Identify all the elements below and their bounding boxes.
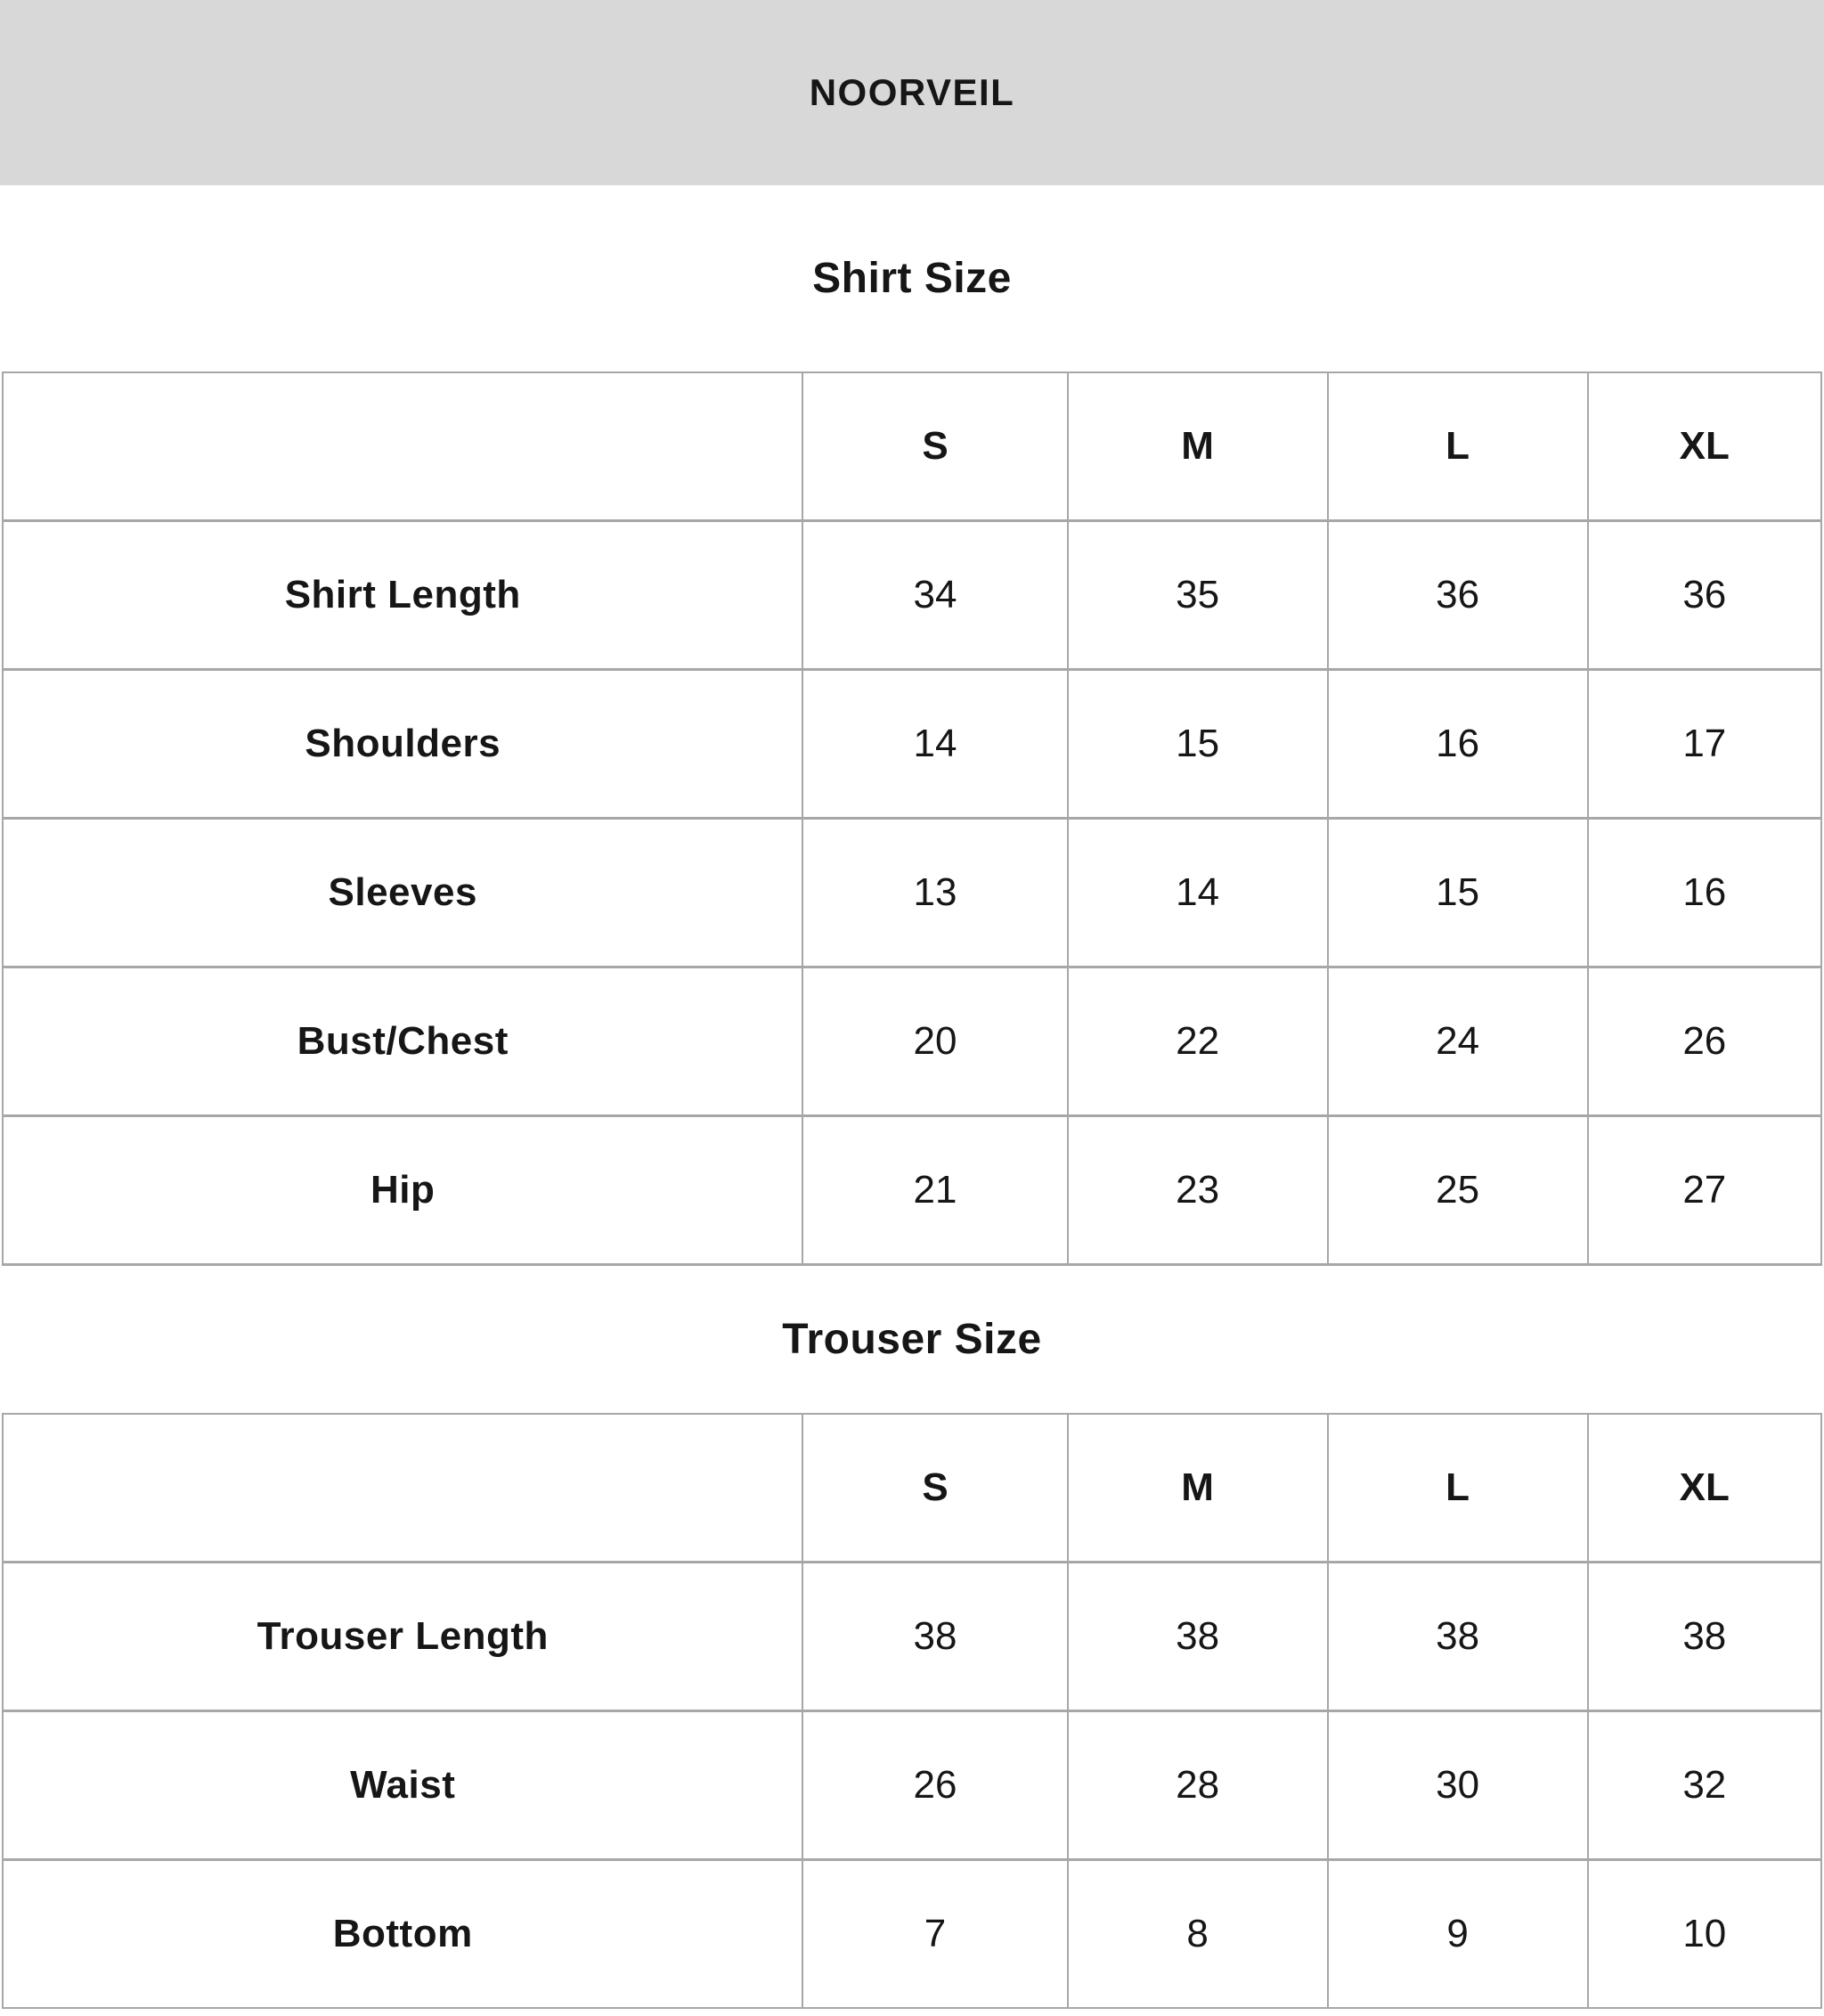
column-header-l: L bbox=[1328, 1414, 1588, 1563]
table-row-sleeves bbox=[3, 819, 1821, 967]
column-header-s: S bbox=[802, 372, 1067, 521]
row-label: Bottom bbox=[3, 1860, 802, 2009]
row-label: Shoulders bbox=[3, 670, 802, 819]
trouser-size-table bbox=[2, 1413, 1822, 2009]
trouser-table-header-row bbox=[3, 1414, 1821, 1563]
trouser-size-heading bbox=[0, 1266, 1824, 1413]
cell-value: 17 bbox=[1588, 670, 1821, 819]
cell-value: 28 bbox=[1068, 1711, 1328, 1860]
cell-value: 30 bbox=[1328, 1711, 1588, 1860]
empty-header-cell bbox=[3, 1414, 802, 1563]
row-label: Trouser Length bbox=[3, 1563, 802, 1711]
cell-value: 26 bbox=[1588, 967, 1821, 1116]
cell-value: 22 bbox=[1068, 967, 1328, 1116]
column-header-s: S bbox=[802, 1414, 1067, 1563]
cell-value: 16 bbox=[1588, 819, 1821, 967]
cell-value: 15 bbox=[1328, 819, 1588, 967]
cell-value: 10 bbox=[1588, 1860, 1821, 2009]
cell-value: 36 bbox=[1328, 521, 1588, 670]
cell-value: 16 bbox=[1328, 670, 1588, 819]
empty-header-cell bbox=[3, 372, 802, 521]
shirt-table-header-row bbox=[3, 372, 1821, 521]
shirt-size-title: Shirt Size bbox=[812, 255, 1012, 302]
row-label: Bust/Chest bbox=[3, 967, 802, 1116]
column-header-m: M bbox=[1068, 372, 1328, 521]
cell-value: 36 bbox=[1588, 521, 1821, 670]
cell-value: 21 bbox=[802, 1116, 1067, 1265]
cell-value: 7 bbox=[802, 1860, 1067, 2009]
row-label: Waist bbox=[3, 1711, 802, 1860]
row-label: Shirt Length bbox=[3, 521, 802, 670]
column-header-l: L bbox=[1328, 372, 1588, 521]
cell-value: 15 bbox=[1068, 670, 1328, 819]
cell-value: 38 bbox=[1588, 1563, 1821, 1711]
cell-value: 13 bbox=[802, 819, 1067, 967]
shirt-size-table bbox=[2, 371, 1822, 1266]
table-row-waist bbox=[3, 1711, 1821, 1860]
cell-value: 26 bbox=[802, 1711, 1067, 1860]
row-label: Hip bbox=[3, 1116, 802, 1265]
brand-title: NOORVEIL bbox=[809, 71, 1015, 113]
table-row-bust-chest bbox=[3, 967, 1821, 1116]
cell-value: 24 bbox=[1328, 967, 1588, 1116]
trouser-size-title: Trouser Size bbox=[782, 1316, 1042, 1363]
column-header-xl: XL bbox=[1588, 1414, 1821, 1563]
brand-banner bbox=[0, 0, 1824, 185]
cell-value: 14 bbox=[1068, 819, 1328, 967]
cell-value: 32 bbox=[1588, 1711, 1821, 1860]
cell-value: 38 bbox=[1068, 1563, 1328, 1711]
table-row-hip bbox=[3, 1116, 1821, 1265]
cell-value: 25 bbox=[1328, 1116, 1588, 1265]
cell-value: 9 bbox=[1328, 1860, 1588, 2009]
cell-value: 35 bbox=[1068, 521, 1328, 670]
table-row-trouser-length bbox=[3, 1563, 1821, 1711]
cell-value: 34 bbox=[802, 521, 1067, 670]
cell-value: 14 bbox=[802, 670, 1067, 819]
table-row-shoulders bbox=[3, 670, 1821, 819]
cell-value: 20 bbox=[802, 967, 1067, 1116]
table-row-shirt-length bbox=[3, 521, 1821, 670]
cell-value: 38 bbox=[1328, 1563, 1588, 1711]
table-row-bottom bbox=[3, 1860, 1821, 2009]
column-header-m: M bbox=[1068, 1414, 1328, 1563]
cell-value: 38 bbox=[802, 1563, 1067, 1711]
row-label: Sleeves bbox=[3, 819, 802, 967]
cell-value: 8 bbox=[1068, 1860, 1328, 2009]
cell-value: 23 bbox=[1068, 1116, 1328, 1265]
column-header-xl: XL bbox=[1588, 372, 1821, 521]
shirt-size-heading bbox=[0, 185, 1824, 371]
cell-value: 27 bbox=[1588, 1116, 1821, 1265]
